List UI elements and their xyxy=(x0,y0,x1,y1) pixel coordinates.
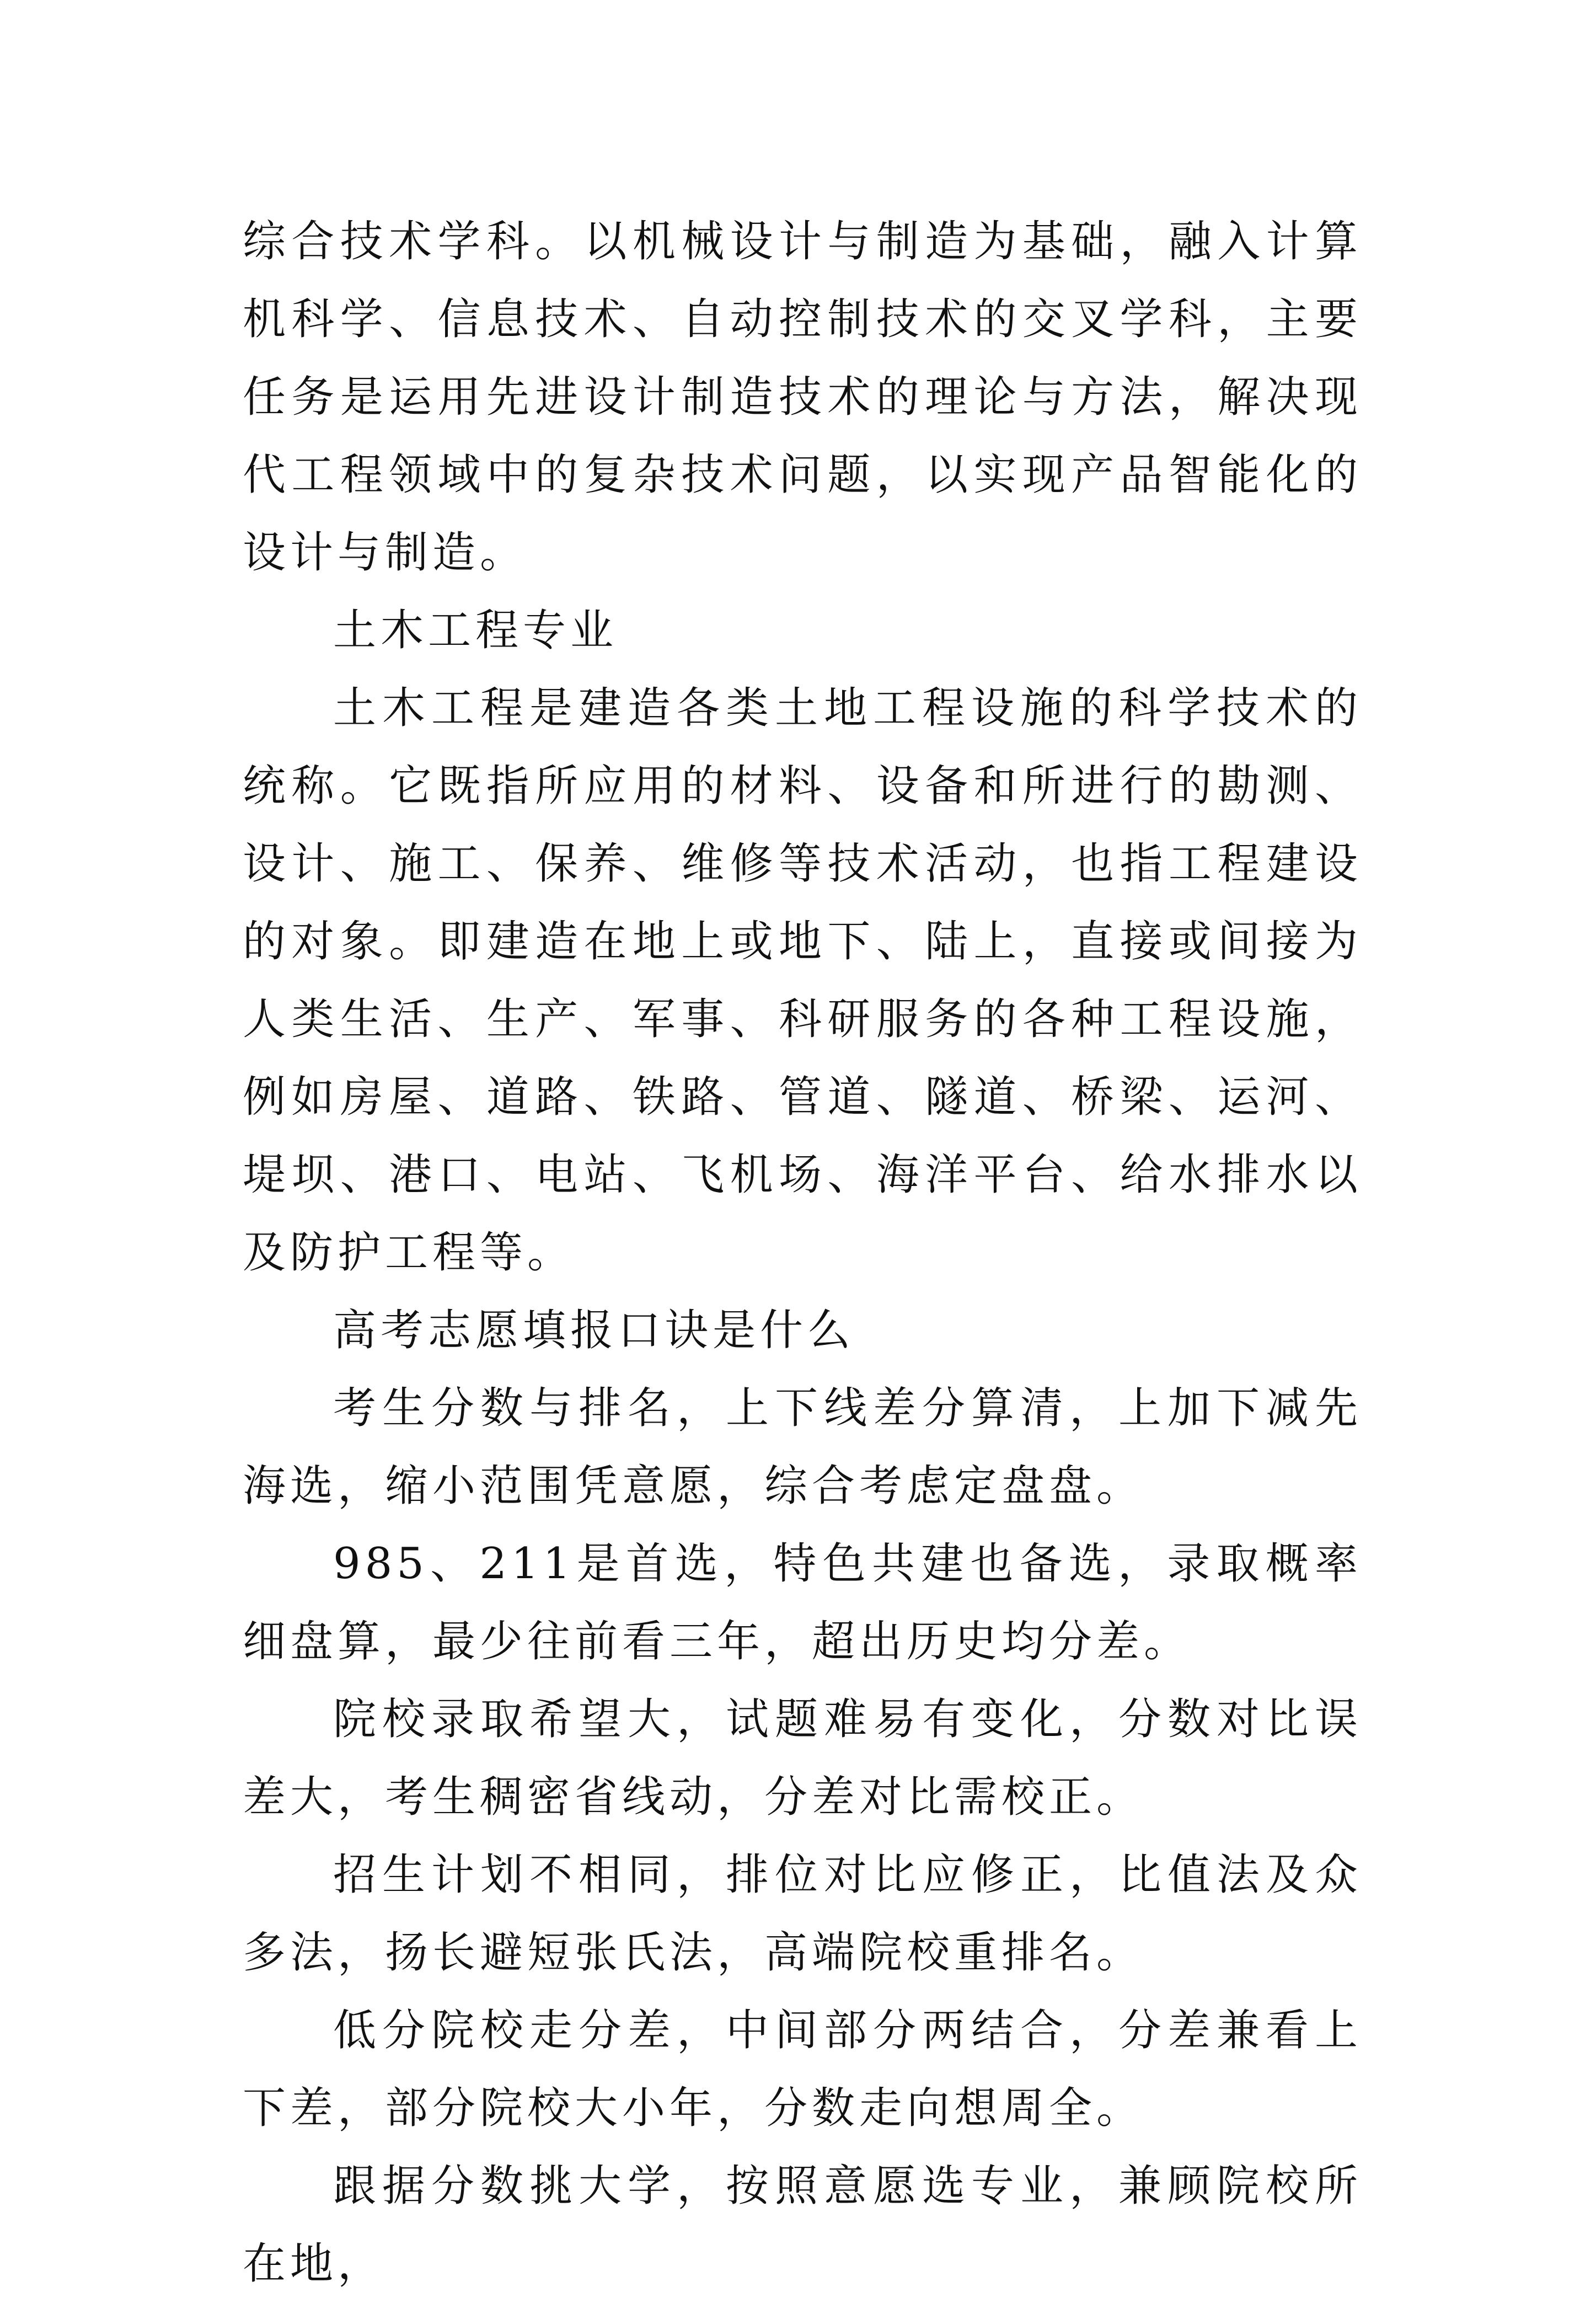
paragraph-tip-4: 招生计划不相同，排位对比应修正，比值法及众多法，扬长避短张氏法，高端院校重排名。 xyxy=(243,1850,1362,1978)
section-heading-application-tips: 高考志愿填报口诀是什么 xyxy=(333,1306,855,1355)
paragraph-tip-6: 跟据分数挑大学，按照意愿选专业，兼顾院校所在地， xyxy=(243,2161,1362,2289)
paragraph-tip-5: 低分院校走分差，中间部分两结合，分差兼看上下差，部分院校大小年，分数走向想周全。 xyxy=(243,2006,1362,2133)
paragraph-civil-engineering: 土木工程是建造各类土地工程设施的科学技术的统称。它既指所应用的材料、设备和所进行的勘测、设计、施工、保养、维修等技术活动，也指工程建设的对象。即建造在地上或地下、陆上，直接或间接为人类生活、生产、军事、科研服务的各种工程设施，例如房屋、道路、铁路、管道、隧道、桥梁、运河、堤坝、港口、电站、飞机场、海洋平台、给水排水以及防护工程等。 xyxy=(243,683,1362,1278)
section-heading-civil-engineering: 土木工程专业 xyxy=(333,606,618,655)
paragraph-tip-2: 985、211是首选，特色共建也备选，录取概率细盘算，最少往前看三年，超出历史均分差。 xyxy=(243,1539,1362,1666)
document-body xyxy=(243,203,1362,2303)
paragraph-tip-3: 院校录取希望大，试题难易有变化，分数对比误差大，考生稠密省线动，分差对比需校正。 xyxy=(243,1695,1362,1822)
paragraph-intro-continuation: 综合技术学科。以机械设计与制造为基础，融入计算机科学、信息技术、自动控制技术的交叉学科，主要任务是运用先进设计制造技术的理论与方法，解决现代工程领域中的复杂技术问题，以实现产品智能化的设计与制造。 xyxy=(243,217,1362,578)
paragraph-tip-1: 考生分数与排名，上下线差分算清，上加下减先海选，缩小范围凭意愿，综合考虑定盘盘。 xyxy=(243,1383,1362,1511)
